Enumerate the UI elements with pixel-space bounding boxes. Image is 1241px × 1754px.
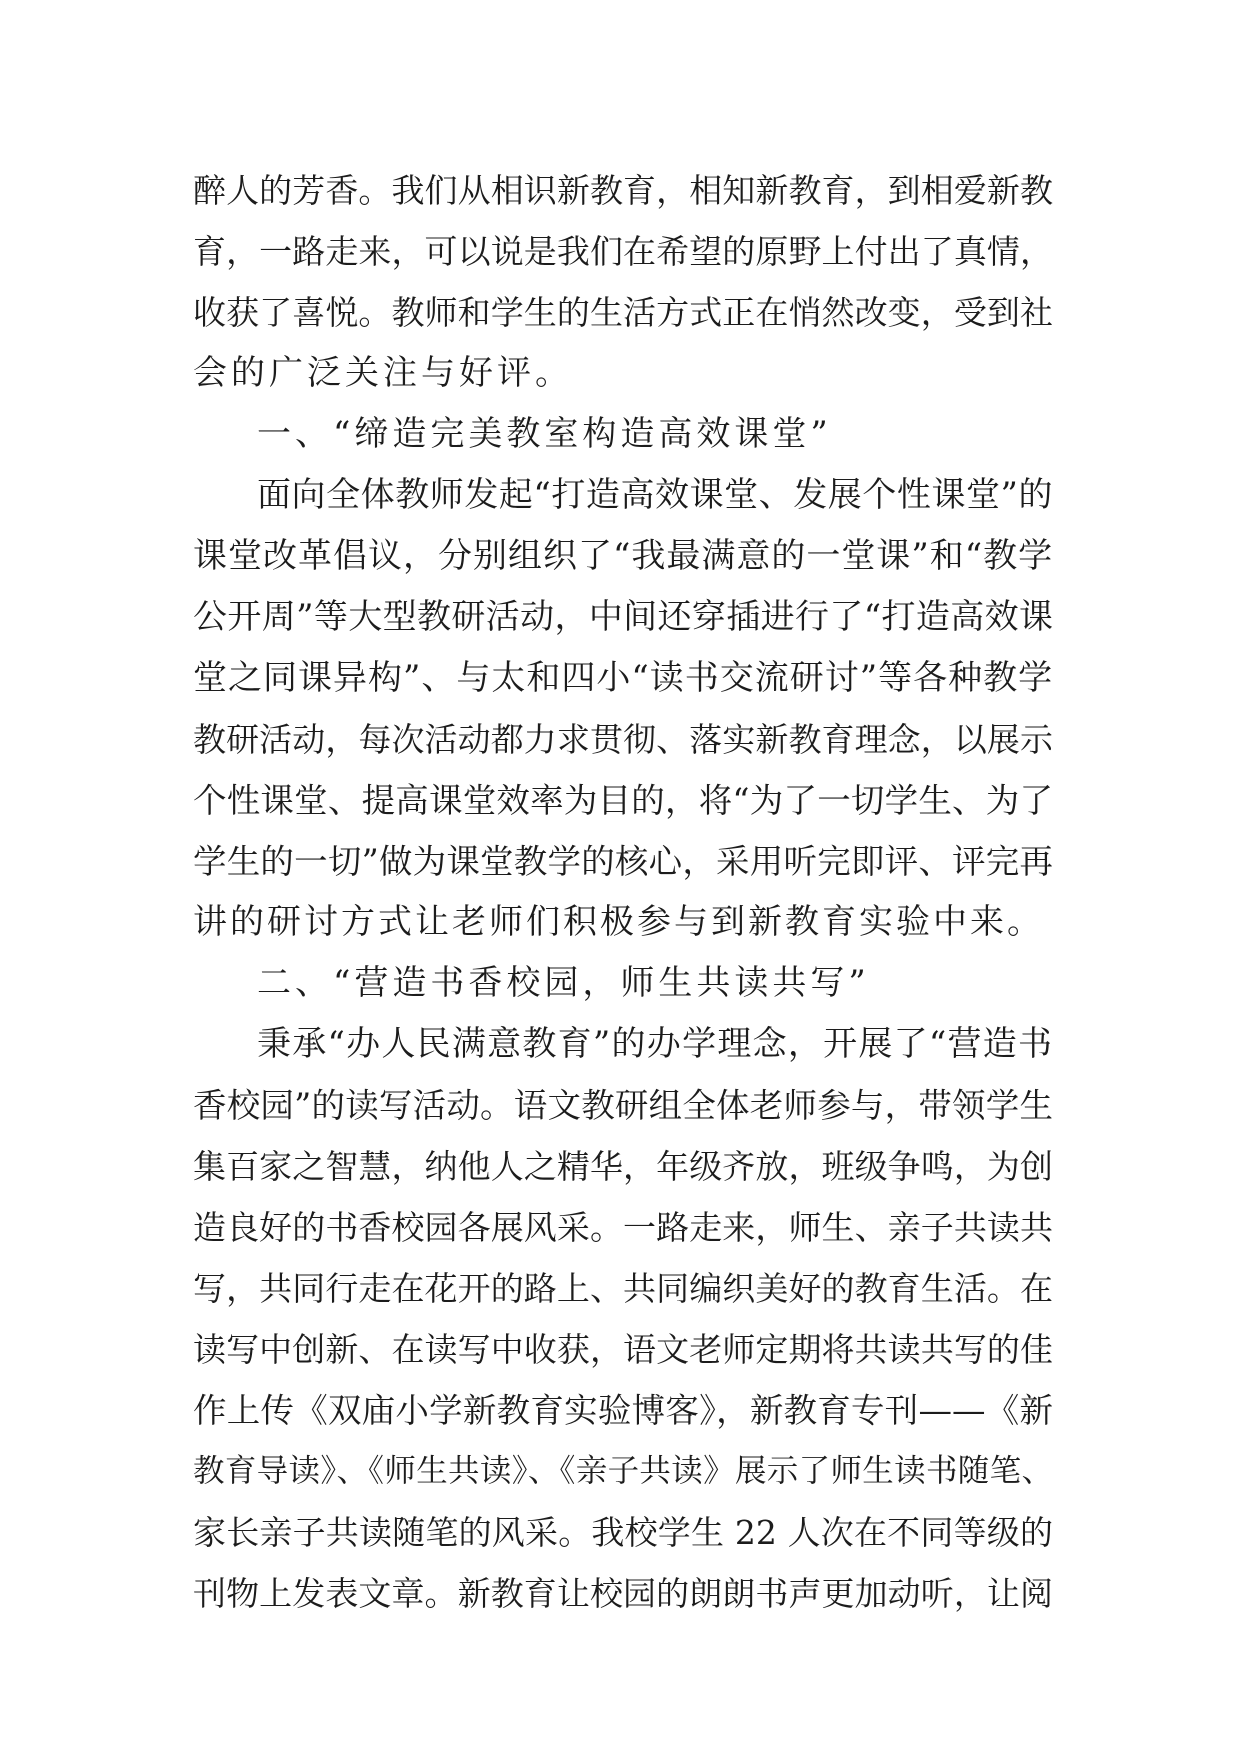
text-line: 育，一路走来，可以说是我们在希望的原野上付出了真情， [193,232,1053,271]
text-line: 集百家之智慧，纳他人之精华，年级齐放，班级争鸣，为创 [193,1147,1053,1186]
text-line: 教育导读》、《师生共读》、《亲子共读》展示了师生读书随笔、 [193,1453,1053,1489]
text-line: 刊物上发表文章。新教育让校园的朗朗书声更加动听，让阅 [193,1574,1053,1613]
text-line: 公开周”等大型教研活动，中间还穿插进行了“打造高效课 [193,597,1053,637]
text-line: 读写中创新、在读写中收获，语文老师定期将共读共写的佳 [193,1330,1053,1369]
text-line: 堂之同课异构”、与太和四小“读书交流研讨”等各种教学 [193,658,1054,698]
section-heading-2: 二、“营造书香校园，师生共读共写” [257,963,870,1003]
text-line: 写，共同行走在花开的路上、共同编织美好的教育生活。在 [193,1269,1053,1308]
text-line: 收获了喜悦。教师和学生的生活方式正在悄然改变，受到社 [193,293,1053,332]
text-line: 讲的研讨方式让老师们积极参与到新教育实验中来。 [193,902,1044,942]
text-line: 学生的一切”做为课堂教学的核心，采用听完即评、评完再 [193,842,1053,881]
text-line: 教研活动，每次活动都力求贯彻、落实新教育理念，以展示 [193,720,1053,759]
text-line: 面向全体教师发起“打造高效课堂、发展个性课堂”的 [257,475,1053,515]
text-line: 课堂改革倡议，分别组织了“我最满意的一堂课”和“教学 [193,536,1054,576]
text-line: 秉承“办人民满意教育”的办学理念，开展了“营造书 [257,1024,1053,1064]
body-text [193,160,1053,1624]
text-line: 造良好的书香校园各展风采。一路走来，师生、亲子共读共 [193,1208,1053,1247]
text-line: 作上传《双庙小学新教育实验博客》，新教育专刊——《新 [193,1391,1053,1430]
text-line: 家长亲子共读随笔的风采。我校学生 22 人次在不同等级的 [193,1513,1053,1552]
text-line: 醉人的芳香。我们从相识新教育，相知新教育，到相爱新教 [193,171,1053,210]
text-line: 会的广泛关注与好评。 [193,353,573,393]
text-line: 个性课堂、提高课堂效率为目的，将“为了一切学生、为了 [193,781,1053,820]
text-line: 香校园”的读写活动。语文教研组全体老师参与，带领学生 [193,1086,1053,1125]
section-heading-1: 一、“缔造完美教室构造高效课堂” [257,414,832,454]
